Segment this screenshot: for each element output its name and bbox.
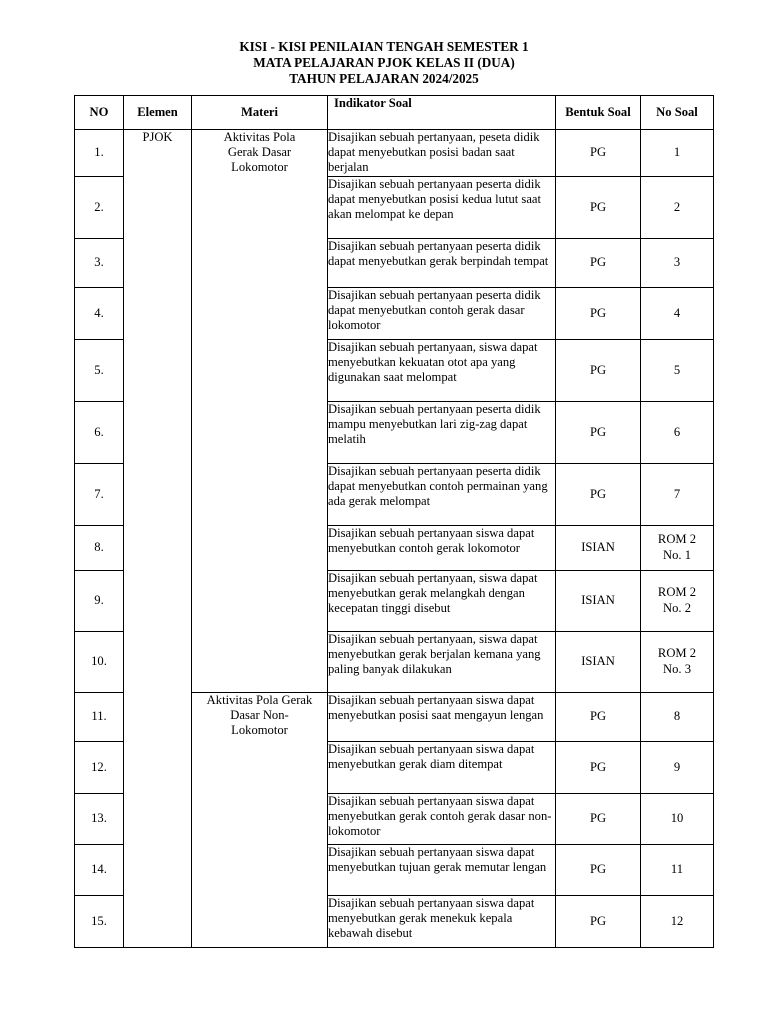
nomor-soal: 3 bbox=[641, 238, 714, 287]
nomor-soal: 11 bbox=[641, 844, 714, 895]
column-header-elemen: Elemen bbox=[124, 96, 192, 130]
row-number: 11. bbox=[75, 692, 124, 741]
indikator-soal: Disajikan sebuah pertanyaan, siswa dapat menyebutkan gerak melangkah dengan kecepatan tinggi disebut bbox=[328, 570, 556, 631]
column-header-no: NO bbox=[75, 96, 124, 130]
bentuk-soal: ISIAN bbox=[556, 570, 641, 631]
indikator-soal: Disajikan sebuah pertanyaan siswa dapat menyebutkan gerak diam ditempat bbox=[328, 741, 556, 793]
nomor-soal: 8 bbox=[641, 692, 714, 741]
bentuk-soal: PG bbox=[556, 130, 641, 177]
bentuk-soal: PG bbox=[556, 176, 641, 238]
row-number: 5. bbox=[75, 339, 124, 401]
row-number: 3. bbox=[75, 238, 124, 287]
elemen-cell: PJOK bbox=[124, 130, 192, 948]
row-number: 13. bbox=[75, 793, 124, 844]
materi-cell-lokomotor: Aktivitas Pola Gerak Dasar Lokomotor bbox=[192, 130, 328, 693]
bentuk-soal: PG bbox=[556, 238, 641, 287]
bentuk-soal: PG bbox=[556, 793, 641, 844]
row-number: 14. bbox=[75, 844, 124, 895]
indikator-soal: Disajikan sebuah pertanyaan peserta didik dapat menyebutkan gerak berpindah tempat bbox=[328, 238, 556, 287]
header-subject: MATA PELAJARAN PJOK KELAS II (DUA) bbox=[253, 55, 515, 70]
row-number: 9. bbox=[75, 570, 124, 631]
nomor-soal: 7 bbox=[641, 463, 714, 525]
bentuk-soal: PG bbox=[556, 287, 641, 339]
bentuk-soal: ISIAN bbox=[556, 525, 641, 570]
nomor-soal: 2 bbox=[641, 176, 714, 238]
bentuk-soal: PG bbox=[556, 692, 641, 741]
nomor-soal: ROM 2 No. 2 bbox=[641, 570, 714, 631]
row-number: 6. bbox=[75, 401, 124, 463]
document-header bbox=[0, 39, 768, 87]
column-header-bentuk: Bentuk Soal bbox=[556, 96, 641, 130]
nomor-soal: 9 bbox=[641, 741, 714, 793]
indikator-soal: Disajikan sebuah pertanyaan, peseta didik dapat menyebutkan posisi badan saat berjalan bbox=[328, 130, 556, 177]
column-header-indikator: Indikator Soal bbox=[328, 96, 556, 130]
nomor-soal: 6 bbox=[641, 401, 714, 463]
bentuk-soal: PG bbox=[556, 339, 641, 401]
bentuk-soal: PG bbox=[556, 844, 641, 895]
nomor-soal: 10 bbox=[641, 793, 714, 844]
indikator-soal: Disajikan sebuah pertanyaan siswa dapat menyebutkan gerak menekuk kepala kebawah disebut bbox=[328, 895, 556, 947]
bentuk-soal: ISIAN bbox=[556, 631, 641, 692]
indikator-soal: Disajikan sebuah pertanyaan peserta didik dapat menyebutkan contoh gerak dasar lokomotor bbox=[328, 287, 556, 339]
row-number: 4. bbox=[75, 287, 124, 339]
nomor-soal: 5 bbox=[641, 339, 714, 401]
nomor-soal: 12 bbox=[641, 895, 714, 947]
indikator-soal: Disajikan sebuah pertanyaan, siswa dapat menyebutkan kekuatan otot apa yang digunakan saat melompat bbox=[328, 339, 556, 401]
indikator-soal: Disajikan sebuah pertanyaan peserta didik dapat menyebutkan posisi kedua lutut saat akan melompat ke depan bbox=[328, 176, 556, 238]
nomor-soal: ROM 2 No. 1 bbox=[641, 525, 714, 570]
row-number: 1. bbox=[75, 130, 124, 177]
bentuk-soal: PG bbox=[556, 895, 641, 947]
kisi-table bbox=[74, 95, 714, 948]
materi-cell-non-lokomotor: Aktivitas Pola Gerak Dasar Non-Lokomotor bbox=[192, 692, 328, 947]
indikator-soal: Disajikan sebuah pertanyaan siswa dapat menyebutkan gerak contoh gerak dasar non-lokomotor bbox=[328, 793, 556, 844]
table-row bbox=[75, 130, 714, 177]
indikator-soal: Disajikan sebuah pertanyaan peserta didik mampu menyebutkan lari zig-zag dapat melatih bbox=[328, 401, 556, 463]
table-header-row bbox=[75, 96, 714, 130]
row-number: 7. bbox=[75, 463, 124, 525]
indikator-soal: Disajikan sebuah pertanyaan siswa dapat menyebutkan contoh gerak lokomotor bbox=[328, 525, 556, 570]
indikator-soal: Disajikan sebuah pertanyaan siswa dapat menyebutkan tujuan gerak memutar lengan bbox=[328, 844, 556, 895]
row-number: 12. bbox=[75, 741, 124, 793]
column-header-materi: Materi bbox=[192, 96, 328, 130]
row-number: 15. bbox=[75, 895, 124, 947]
header-title: KISI - KISI PENILAIAN TENGAH SEMESTER 1 bbox=[239, 39, 529, 54]
nomor-soal: 1 bbox=[641, 130, 714, 177]
bentuk-soal: PG bbox=[556, 401, 641, 463]
row-number: 8. bbox=[75, 525, 124, 570]
row-number: 2. bbox=[75, 176, 124, 238]
indikator-soal: Disajikan sebuah pertanyaan, siswa dapat menyebutkan gerak berjalan kemana yang paling banyak dilakukan bbox=[328, 631, 556, 692]
bentuk-soal: PG bbox=[556, 463, 641, 525]
bentuk-soal: PG bbox=[556, 741, 641, 793]
column-header-nosoal: No Soal bbox=[641, 96, 714, 130]
row-number: 10. bbox=[75, 631, 124, 692]
header-year: TAHUN PELAJARAN 2024/2025 bbox=[289, 71, 479, 86]
indikator-soal: Disajikan sebuah pertanyaan peserta didik dapat menyebutkan contoh permainan yang ada gerak melompat bbox=[328, 463, 556, 525]
nomor-soal: 4 bbox=[641, 287, 714, 339]
indikator-soal: Disajikan sebuah pertanyaan siswa dapat menyebutkan posisi saat mengayun lengan bbox=[328, 692, 556, 741]
nomor-soal: ROM 2 No. 3 bbox=[641, 631, 714, 692]
